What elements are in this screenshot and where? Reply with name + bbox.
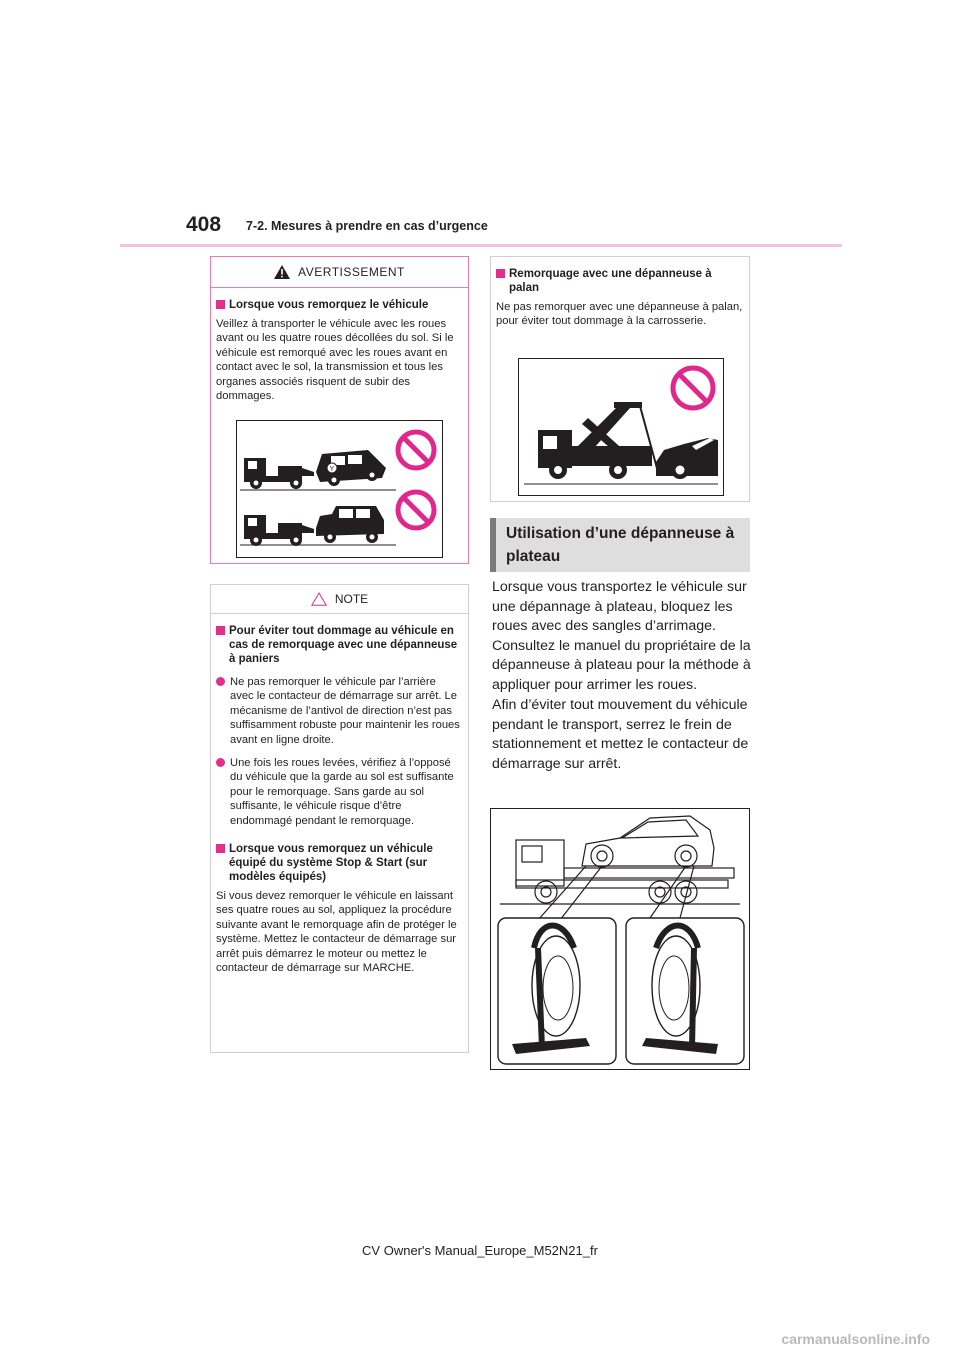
footer-manual-name: CV Owner's Manual_Europe_M52N21_fr	[362, 1243, 598, 1258]
watermark: carmanualsonline.info	[781, 1331, 930, 1347]
note-section2-text: Si vous devez remorquer le véhicule en laissant ses quatre roues au sol, appliquez la procédure suivante avant le remorquage afin de protéger le système. Mettez le contacteur de démarrage sur arrêt puis démarrez le moteur ou mettez le contacteur de démarrage sur MARCHE.	[216, 890, 457, 975]
note-bullet-2	[216, 756, 462, 828]
square-bullet-icon	[216, 844, 225, 853]
caution-outline-icon	[311, 592, 327, 606]
note-title: NOTE	[334, 592, 369, 606]
header-divider	[120, 244, 842, 247]
note-section1-title-text: Pour éviter tout dommage au véhicule en cas de remorquage avec une dépanneuse à paniers	[229, 625, 458, 665]
wheel-strap-detail-right	[626, 918, 744, 1064]
note-header	[211, 585, 468, 614]
warning-header	[211, 257, 468, 288]
round-bullet-icon	[216, 677, 225, 686]
wheel-strap-detail-left	[498, 918, 616, 1064]
section-title: 7-2. Mesures à prendre en cas d’urgence	[246, 219, 488, 233]
palan-text: Ne pas remorquer avec une dépanneuse à palan, pour éviter tout dommage à la carrosserie.	[496, 301, 743, 328]
svg-text:Y: Y	[329, 466, 335, 473]
warning-triangle-icon	[274, 265, 290, 279]
tow-illustration	[236, 420, 443, 558]
note-bullet-1-text: Ne pas remorquer le véhicule par l’arrière avec le contacteur de démarrage sur arrêt. Le mécanisme de l’antivol de direction n’est pas suffisamment robuste pour maintenir les roues avant en ligne droite.	[230, 676, 460, 746]
warning-subtitle	[216, 298, 462, 312]
warning-box	[210, 256, 469, 564]
palan-title	[496, 267, 743, 295]
warning-subtitle-text: Lorsque vous remorquez le véhicule	[229, 299, 429, 311]
note-bullet-2-text: Une fois les roues levées, vérifiez à l’opposé du véhicule que la garde au sol est suffisante pour le remorquage. Sans garde au sol suffisante, le véhicule risque d’être endommagé pendant le remorquage.	[230, 757, 454, 827]
palan-title-text: Remorquage avec une dépanneuse à palan	[509, 268, 712, 294]
palan-box	[490, 256, 750, 502]
flatbed-illustration	[490, 808, 750, 1070]
note-section2-title-text: Lorsque vous remorquez un véhicule équipé du système Stop & Start (sur modèles équipés)	[229, 843, 433, 884]
note-bullet-1	[216, 675, 462, 747]
note-section2-title	[216, 842, 462, 884]
warning-text: Veillez à transporter le véhicule avec les roues avant ou les quatre roues décollées du sol. Si le véhicule est remorqué avec les roues avant en contact avec le sol, la transmission et tous les organes associés risquent de subir des dommages.	[216, 318, 454, 403]
warning-title: AVERTISSEMENT	[298, 265, 405, 279]
plateau-heading: Utilisation d’une dépanneuse à plateau	[490, 518, 750, 572]
note-section1-title	[216, 624, 462, 666]
round-bullet-icon	[216, 758, 225, 767]
sling-tow-illustration	[518, 358, 724, 496]
square-bullet-icon	[216, 626, 225, 635]
plateau-paragraph-2: Afin d’éviter tout mouvement du véhicule pendant le transport, serrez le frein de stationnement et mettez le contacteur de démarrage sur arrêt.	[492, 697, 749, 772]
page-number: 408	[186, 213, 222, 236]
note-box	[210, 584, 469, 1053]
square-bullet-icon	[216, 300, 225, 309]
square-bullet-icon	[496, 269, 505, 278]
plateau-paragraph-1: Lorsque vous transportez le véhicule sur une dépannage à plateau, bloquez les roues avec des sangles d’arrimage. Consultez le manuel du propriétaire de la dépanneuse à plateau pour la méthode à appliquer pour arrimer les roues.	[492, 579, 751, 693]
